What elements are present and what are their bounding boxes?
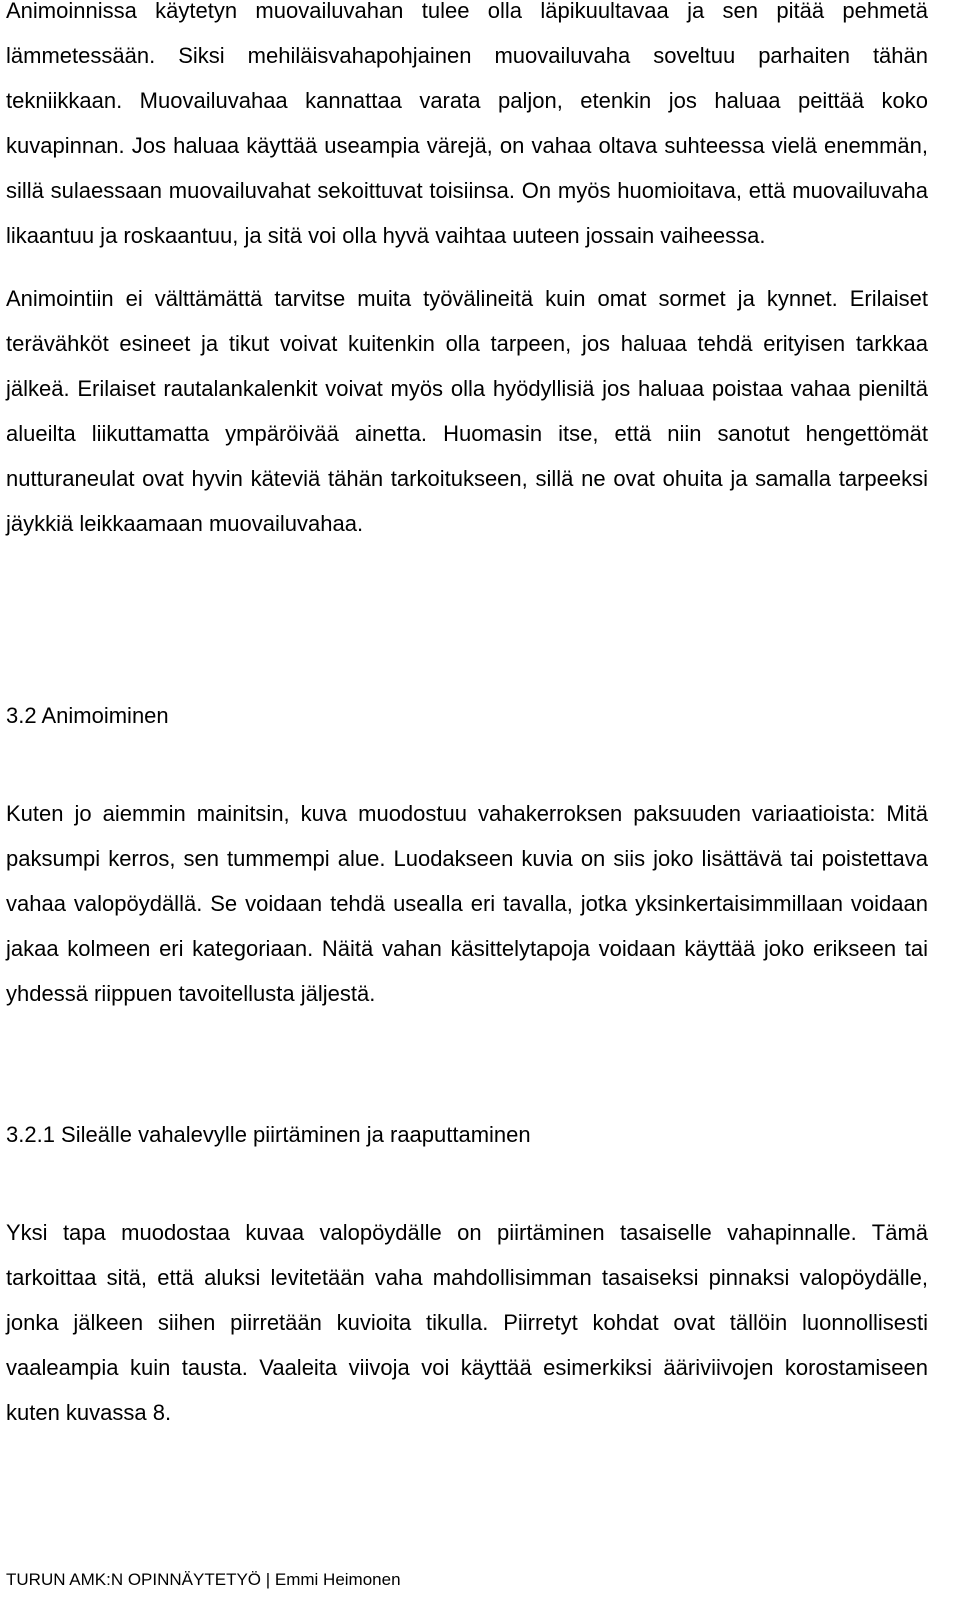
paragraph-tools: Animointiin ei välttämättä tarvitse muita työvälineitä kuin omat sormet ja kynnet. Erilaiset terävähköt esineet ja tikut voivat kuitenkin olla tarpeen, jos haluaa tehdä erityisen tarkkaa jälkeä. Erilaiset rautalankalenkit voivat myös olla hyödyllisiä jos haluaa poistaa vahaa pieniltä alueilta liikuttamatta ympäröivää ainetta. Huomasin itse, että niin sanotut hengettömät nutturaneulat ovat hyvin käteviä tähän tarkoitukseen, sillä ne ovat ohuita ja samalla tarpeeksi jäykkiä leikkaamaan muovailuvahaa. xyxy=(6,286,928,536)
page-footer: TURUN AMK:N OPINNÄYTETYÖ | Emmi Heimonen xyxy=(6,1570,401,1589)
paragraph-drawing: Yksi tapa muodostaa kuvaa valopöydälle on piirtäminen tasaiselle vahapinnalle. Tämä tarkoittaa sitä, että aluksi levitetään vaha mahdollisimman tasaiseksi pinnaksi valopöydälle, jonka jälkeen siihen piirretään kuvioita tikulla. Piirretyt kohdat ovat tällöin luonnollisesti vaaleampia kuin tausta. Vaaleita viivoja voi käyttää esimerkiksi ääriviivojen korostamiseen kuten kuvassa 8. xyxy=(6,1220,928,1425)
section-heading-animoiminen: 3.2 Animoiminen xyxy=(6,703,169,728)
subsection-heading-drawing: 3.2.1 Sileälle vahalevylle piirtäminen ja raaputtaminen xyxy=(6,1122,531,1147)
top-paragraph-block xyxy=(6,0,928,546)
paragraph-animating: Kuten jo aiemmin mainitsin, kuva muodostuu vahakerroksen paksuuden variaatioista: Mitä paksumpi kerros, sen tummempi alue. Luodakseen kuvia on siis joko lisättävä tai poistettava vahaa valopöydällä. Se voidaan tehdä usealla eri tavalla, jotka yksinkertaisimmillaan voidaan jakaa kolmeen eri kategoriaan. Näitä vahan käsittelytapoja voidaan käyttää joko erikseen tai yhdessä riippuen tavoitellusta jäljestä. xyxy=(6,801,928,1006)
paragraph-wax-material: Animoinnissa käytetyn muovailuvahan tulee olla läpikuultavaa ja sen pitää pehmetä lämmetessään. Siksi mehiläisvahapohjainen muovailuvaha soveltuu parhaiten tähän tekniikkaan. Muovailuvahaa kannattaa varata paljon, etenkin jos haluaa peittää koko kuvapinnan. Jos haluaa käyttää useampia värejä, on vahaa oltava suhteessa vielä enemmän, sillä sulaessaan muovailuvahat sekoittuvat toisiinsa. On myös huomioitava, että muovailuvaha likaantuu ja roskaantuu, ja sitä voi olla hyvä vaihtaa uuteen jossain vaiheessa. xyxy=(6,0,928,248)
